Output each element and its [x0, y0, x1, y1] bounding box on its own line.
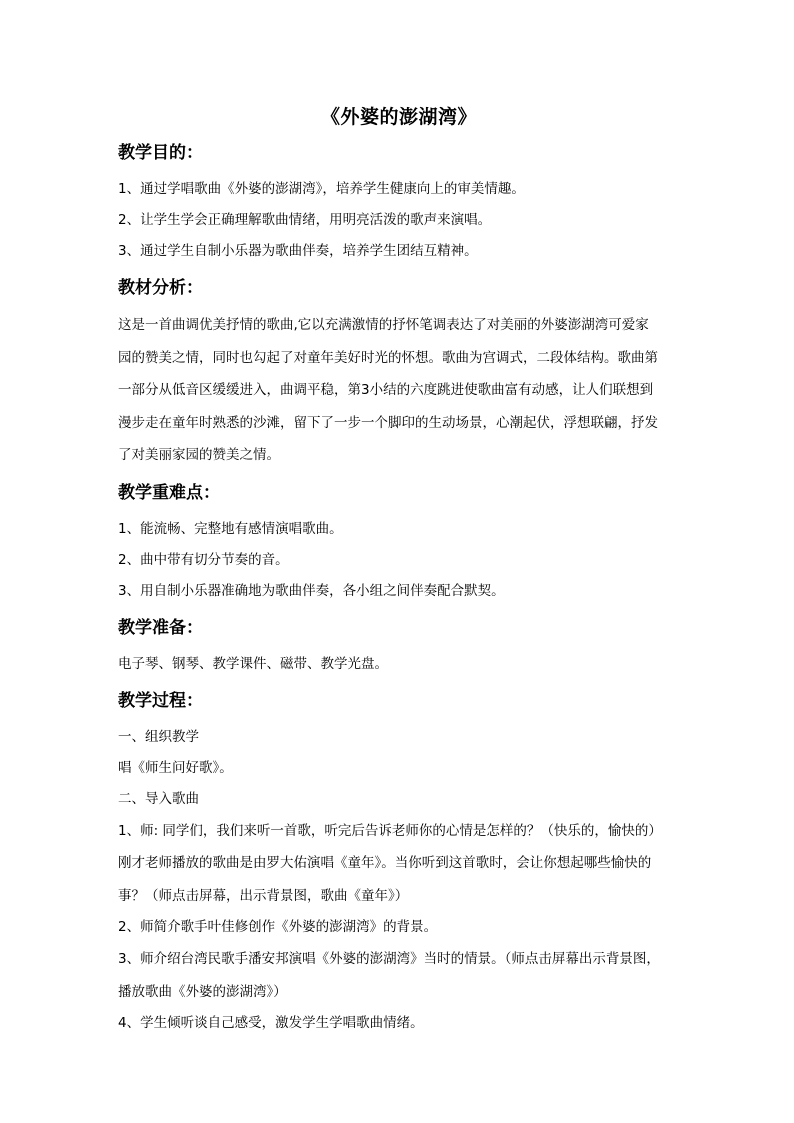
document-title: 《外婆的澎湖湾》 — [320, 106, 477, 128]
heading-process: 教学过程： — [118, 690, 203, 711]
objective-item: 1、通过学唱歌曲《外婆的澎湖湾》，培养学生健康向上的审美情趣。 — [118, 181, 525, 197]
analysis-paragraph — [118, 309, 680, 472]
section-key-points — [118, 480, 680, 607]
heading-analysis: 教材分析： — [118, 278, 203, 298]
key-point-item: 2、曲中带有切分节奏的音。 — [118, 551, 289, 568]
section-preparation — [118, 615, 680, 680]
objective-item: 2、让学生学会正确理解歌曲情绪，用明亮活泼的歌声来演唱。 — [118, 212, 492, 228]
key-point-item: 3、用自制小乐器准确地为歌曲伴奏，各小组之间伴奏配合默契。 — [118, 582, 505, 599]
process-step-line: 刚才老师播放的歌曲是由罗大佑演唱《童年》。当你听到这首歌时，会让你想起哪些愉快的 — [118, 855, 652, 871]
process-step-line: 1、师: 同学们，我们来听一首歌，听完后告诉老师你的心情是怎样的？（快乐的，愉快的） — [118, 822, 662, 839]
section-objectives — [118, 140, 680, 267]
objective-item: 3、通过学生自制小乐器为歌曲伴奏，培养学生团结互精神。 — [118, 243, 478, 259]
process-step-3 — [118, 943, 680, 1008]
analysis-line: 一部分从低音区缓缓进入，曲调平稳，第3小结的六度跳进使歌曲富有动感，让人们联想到 — [118, 382, 654, 398]
process-step-2: 2、师简介歌手叶佳修创作《外婆的澎湖湾》的背景。 — [118, 919, 438, 935]
section-analysis — [118, 275, 680, 472]
heading-key-points: 教学重难点： — [118, 482, 220, 503]
process-part-title: 一、组织教学 — [118, 728, 199, 745]
preparation-text: 电子琴、钢琴、教学课件、磁带、教学光盘。 — [118, 655, 388, 672]
process-text: 唱《师生问好歌》。 — [118, 759, 233, 776]
analysis-line: 了对美丽家园的赞美之情。 — [118, 447, 280, 463]
section-process — [118, 688, 680, 1040]
process-step-line: 3、师介绍台湾民歌手潘安邦演唱《外婆的澎湖湾》当时的情景。（师点击屏幕出示背景图， — [118, 951, 660, 967]
process-step-line: 播放歌曲《外婆的澎湖湾》） — [118, 983, 287, 1000]
process-part-title: 二、导入歌曲 — [118, 790, 199, 807]
key-point-item: 1、能流畅、完整地有感情演唱歌曲。 — [118, 520, 343, 537]
analysis-line: 漫步走在童年时熟悉的沙滩，留下了一步一个脚印的生动场景，心潮起伏，浮想联翩，抒发 — [118, 414, 658, 431]
document-body — [118, 100, 680, 1047]
analysis-line: 园的赞美之情，同时也勾起了对童年美好时光的怀想。歌曲为宫调式，二段体结构。歌曲第 — [118, 349, 658, 366]
process-step-4: 4、学生倾听谈自己感受，激发学生学唱歌曲情绪。 — [118, 1015, 424, 1031]
process-step-line: 事？（师点击屏幕，出示背景图，歌曲《童年》） — [118, 887, 409, 904]
heading-preparation: 教学准备： — [118, 617, 203, 638]
analysis-line: 这是一首曲调优美抒情的歌曲,它以充满激情的抒怀笔调表达了对美丽的外婆澎湖湾可爱家 — [118, 317, 649, 333]
heading-objectives: 教学目的： — [118, 143, 203, 163]
process-step-1 — [118, 815, 680, 913]
